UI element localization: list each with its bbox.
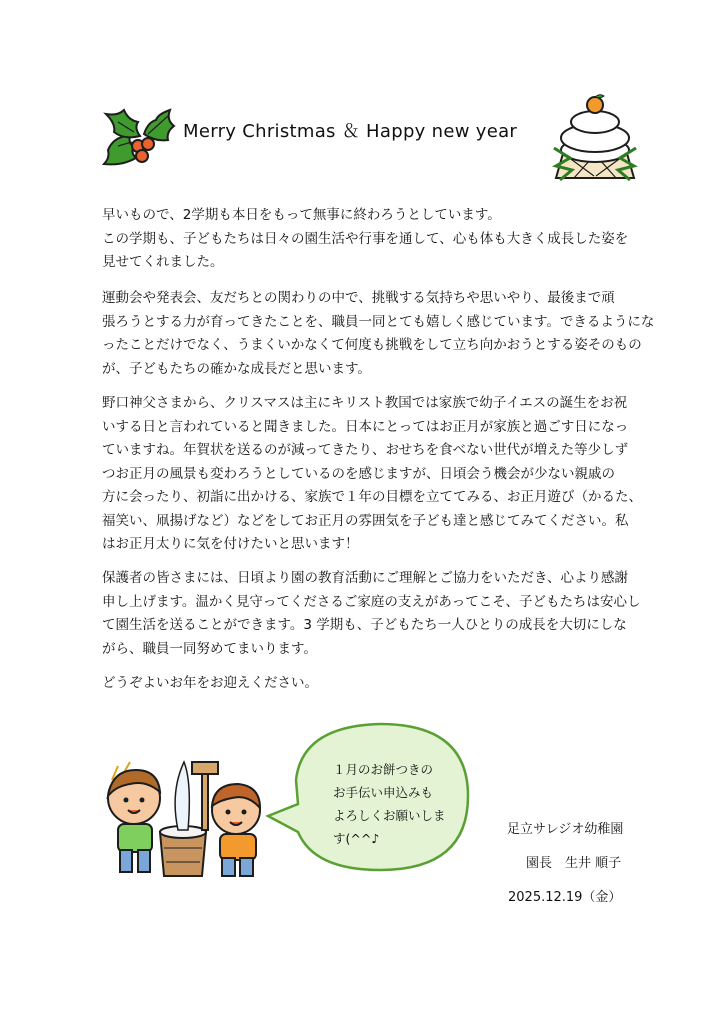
paragraph-closing: どうぞよいお年をお迎えください。 bbox=[102, 675, 318, 691]
paragraph-christmas-newyear: 野口神父さまから、クリスマスは主にキリスト教国では家族で幼子イエスの誕生をお祝 いする日と言われていると聞きました。日本にとってはお正月が家族と過ごす日になっ ていますね。年賀状を送るのが減ってきたり、おせちを食べない世代が増えた等少しず つお正月の風景も変わろうとしているのを感じますが、日頃会う機会が少ない親戚の 方に会ったり、初詣に出かける、家族で１年の目標を立ててみる、お正月遊び（かるた、 福笑い、凧揚げなど）などをしてお正月の雰囲気を子ども達と感じてみてください。私 はお正月太りに気を付けたいと思います！ bbox=[102, 395, 642, 552]
paragraph-thanks: 保護者の皆さまには、日頃より園の教育活動にご理解とご協力をいただき、心より感謝 申し上げます。温かく見守ってくださるご家庭の支えがあってこそ、子どもたちは安心し て園生活を送ることができます。3 学期も、子どもたち一人ひとりの成長を大切にしな がら、職員一同努めてまいります。 bbox=[102, 570, 641, 657]
bubble-text: １月のお餅つきの お手伝い申込みも よろしくお願いしま す(^^♪ bbox=[333, 762, 446, 846]
letter-date: 2025.12.19（金） bbox=[508, 890, 622, 905]
school-name: 足立サレジオ幼稚園 bbox=[507, 822, 624, 837]
holly-icon bbox=[100, 106, 176, 176]
principal-name: 園長 生井 順子 bbox=[526, 856, 622, 871]
kagami-mochi-icon bbox=[550, 92, 640, 184]
paragraph-intro: 早いもので、2学期も本日をもって無事に終わろうとしています。 この学期も、子どもたちは日々の園生活や行事を通して、心も体も大きく成長した姿を 見せてくれました。 bbox=[102, 207, 629, 270]
paragraph-events: 運動会や発表会、友だちとの関わりの中で、挑戦する気持ちや思いやり、最後まで頑 張ろうとする力が育ってきたことを、職員一同とても嬉しく感じています。できるようにな ったことだけでなく、うまくいかなくて何度も挑戦をして立ち向かおうとする姿そのもの が、子どもたちの確かな成長だと思います。 bbox=[102, 290, 655, 377]
page-title: Merry Christmas ＆ Happy new year bbox=[183, 121, 518, 142]
